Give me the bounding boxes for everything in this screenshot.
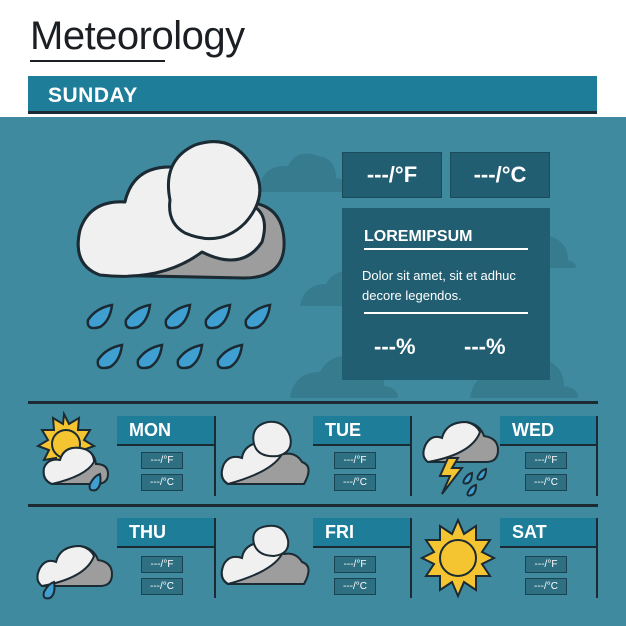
forecast-temp-c: ---/°C: [334, 474, 376, 491]
forecast-temp-f: ---/°F: [334, 452, 376, 469]
forecast-temp-f: ---/°F: [141, 556, 183, 573]
grid-divider: [214, 416, 216, 496]
forecast-temp-c: ---/°C: [525, 474, 567, 491]
forecast-day-mon: MON: [117, 416, 214, 446]
cloudy-icon: [220, 420, 310, 492]
grid-divider: [28, 504, 598, 507]
grid-divider: [596, 416, 598, 496]
info-divider: [364, 248, 528, 250]
forecast-temp-c: ---/°C: [141, 474, 183, 491]
today-temp-f: ---/°F: [342, 152, 442, 198]
grid-divider: [596, 518, 598, 598]
percent-value-2: ---%: [464, 334, 506, 359]
forecast-day-sat: SAT: [500, 518, 596, 548]
forecast-temp-f: ---/°F: [141, 452, 183, 469]
forecast-temp-f: ---/°F: [525, 556, 567, 573]
forecast-day-thu: THU: [117, 518, 214, 548]
sun-icon: [418, 518, 498, 598]
grid-divider: [410, 416, 412, 496]
forecast-day-fri: FRI: [313, 518, 410, 548]
forecast-temp-f: ---/°F: [334, 556, 376, 573]
cloud-icon: [220, 526, 310, 590]
page-title: Meteorology: [30, 14, 245, 58]
today-day-label: SUNDAY: [48, 84, 138, 107]
forecast-temp-c: ---/°C: [141, 578, 183, 595]
percent-value-1: ---%: [374, 334, 416, 359]
info-divider-2: [364, 312, 528, 314]
thunderstorm-icon: [422, 418, 498, 498]
info-text: Dolor sit amet, sit et adhuc decore legendos.: [362, 268, 516, 303]
forecast-temp-c: ---/°C: [525, 578, 567, 595]
grid-divider: [28, 401, 598, 404]
today-temp-c: ---/°C: [450, 152, 550, 198]
cloud-rain-icon: [34, 540, 114, 604]
forecast-temp-c: ---/°C: [334, 578, 376, 595]
grid-divider: [410, 518, 412, 598]
sun-cloud-rain-icon: [34, 414, 114, 498]
forecast-day-wed: WED: [500, 416, 596, 446]
forecast-day-tue: TUE: [313, 416, 410, 446]
grid-divider: [214, 518, 216, 598]
forecast-temp-f: ---/°F: [525, 452, 567, 469]
info-title: LOREMIPSUM: [364, 228, 473, 245]
rain-cloud-icon: [70, 130, 290, 390]
